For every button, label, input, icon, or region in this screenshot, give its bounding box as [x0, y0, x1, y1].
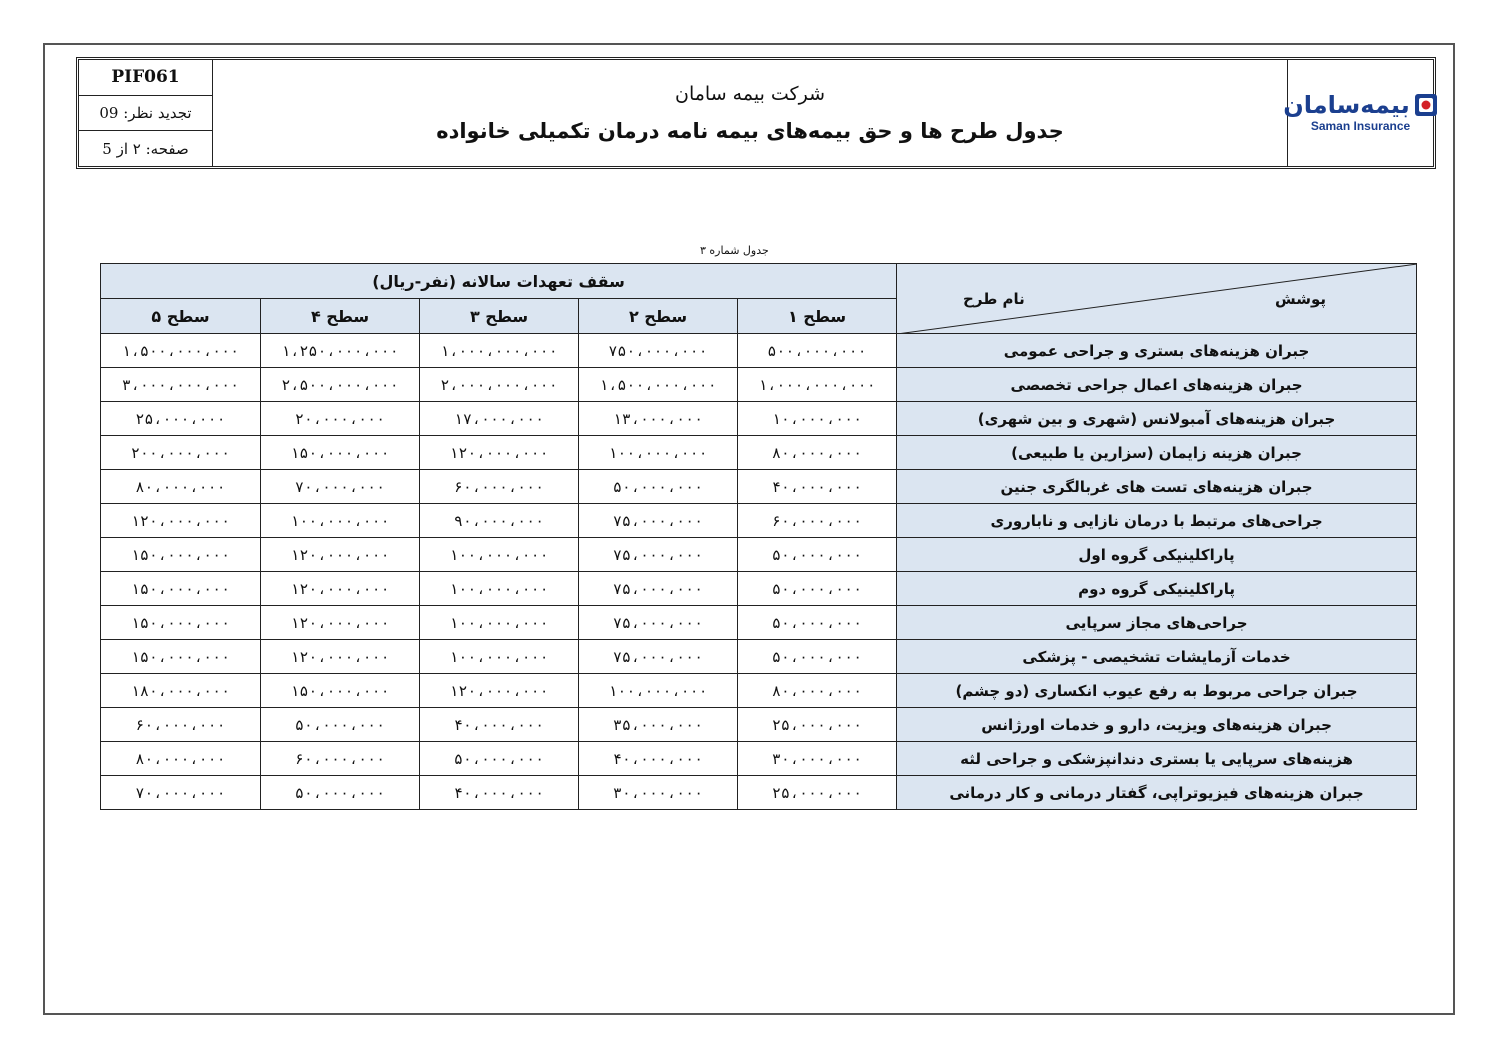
limit-value-cell: ۱۰۰،۰۰۰،۰۰۰	[579, 436, 738, 470]
coverage-name-cell: جراحی‌های مجاز سرپایی	[897, 606, 1417, 640]
limit-value-cell: ۳،۰۰۰،۰۰۰،۰۰۰	[101, 368, 261, 402]
table-row	[101, 742, 1417, 776]
limit-value-cell: ۷۵،۰۰۰،۰۰۰	[579, 640, 738, 674]
header-title-block	[213, 60, 1287, 166]
coverage-name-cell: هزینه‌های سرپایی یا بستری دندانپزشکی و جراحی لثه	[897, 742, 1417, 776]
limit-value-cell: ۱۵۰،۰۰۰،۰۰۰	[101, 640, 261, 674]
limit-value-cell: ۱۰۰،۰۰۰،۰۰۰	[579, 674, 738, 708]
limit-value-cell: ۸۰،۰۰۰،۰۰۰	[738, 436, 897, 470]
coverage-name-cell: خدمات آزمایشات تشخیصی - پزشکی	[897, 640, 1417, 674]
document-title: جدول طرح ها و حق بیمه‌های بیمه نامه درمان تکمیلی خانواده	[436, 119, 1064, 143]
limit-value-cell: ۱۲۰،۰۰۰،۰۰۰	[261, 640, 420, 674]
table-row	[101, 708, 1417, 742]
limit-value-cell: ۱۰۰،۰۰۰،۰۰۰	[420, 572, 579, 606]
limit-value-cell: ۵۰،۰۰۰،۰۰۰	[420, 742, 579, 776]
coverage-name-cell: جبران هزینه‌های فیزیوتراپی، گفتار درمانی و کار درمانی	[897, 776, 1417, 810]
table-row	[101, 402, 1417, 436]
table-row	[101, 572, 1417, 606]
limit-value-cell: ۶۰،۰۰۰،۰۰۰	[738, 504, 897, 538]
limit-value-cell: ۸۰،۰۰۰،۰۰۰	[101, 742, 261, 776]
company-name: شرکت بیمه سامان	[675, 83, 826, 105]
limit-value-cell: ۱۷،۰۰۰،۰۰۰	[420, 402, 579, 436]
limit-value-cell: ۱،۰۰۰،۰۰۰،۰۰۰	[420, 334, 579, 368]
limit-value-cell: ۷۵،۰۰۰،۰۰۰	[579, 504, 738, 538]
limit-value-cell: ۱۵۰،۰۰۰،۰۰۰	[261, 674, 420, 708]
limit-value-cell: ۱۲۰،۰۰۰،۰۰۰	[420, 674, 579, 708]
limit-value-cell: ۲۵،۰۰۰،۰۰۰	[738, 776, 897, 810]
limit-value-cell: ۳۰،۰۰۰،۰۰۰	[579, 776, 738, 810]
limit-value-cell: ۷۰،۰۰۰،۰۰۰	[261, 470, 420, 504]
coverage-table	[100, 263, 1416, 810]
table-caption: جدول شماره ۳	[700, 244, 769, 257]
level-header: سطح ۲	[579, 299, 738, 334]
limit-value-cell: ۲۰۰،۰۰۰،۰۰۰	[101, 436, 261, 470]
limit-value-cell: ۵۰،۰۰۰،۰۰۰	[738, 606, 897, 640]
limit-value-cell: ۴۰،۰۰۰،۰۰۰	[420, 708, 579, 742]
limit-value-cell: ۵۰،۰۰۰،۰۰۰	[738, 572, 897, 606]
table-row	[101, 674, 1417, 708]
limit-value-cell: ۱۵۰،۰۰۰،۰۰۰	[261, 436, 420, 470]
logo-mark-icon	[1414, 93, 1438, 117]
table-row	[101, 606, 1417, 640]
table-row	[101, 368, 1417, 402]
limit-value-cell: ۲،۰۰۰،۰۰۰،۰۰۰	[420, 368, 579, 402]
limit-value-cell: ۲،۵۰۰،۰۰۰،۰۰۰	[261, 368, 420, 402]
limit-value-cell: ۵۰،۰۰۰،۰۰۰	[261, 708, 420, 742]
limit-value-cell: ۶۰،۰۰۰،۰۰۰	[420, 470, 579, 504]
limit-value-cell: ۸۰،۰۰۰،۰۰۰	[101, 470, 261, 504]
limit-value-cell: ۱۰۰،۰۰۰،۰۰۰	[420, 640, 579, 674]
limit-value-cell: ۱۵۰،۰۰۰،۰۰۰	[101, 572, 261, 606]
table-row	[101, 470, 1417, 504]
limit-value-cell: ۱۲۰،۰۰۰،۰۰۰	[261, 606, 420, 640]
coverage-name-cell: جبران هزینه‌های آمبولانس (شهری و بین شهری)	[897, 402, 1417, 436]
limit-value-cell: ۱۵۰،۰۰۰،۰۰۰	[101, 606, 261, 640]
limit-value-cell: ۱۲۰،۰۰۰،۰۰۰	[420, 436, 579, 470]
limit-value-cell: ۲۵،۰۰۰،۰۰۰	[101, 402, 261, 436]
limit-value-cell: ۵۰،۰۰۰،۰۰۰	[738, 538, 897, 572]
table-row	[101, 640, 1417, 674]
limit-value-cell: ۷۰،۰۰۰،۰۰۰	[101, 776, 261, 810]
logo-wordmark-en: Saman Insurance	[1310, 119, 1411, 133]
table-row	[101, 334, 1417, 368]
coverage-name-cell: پاراکلینیکی گروه دوم	[897, 572, 1417, 606]
limit-value-cell: ۴۰،۰۰۰،۰۰۰	[420, 776, 579, 810]
corner-header-cell	[897, 264, 1417, 334]
limit-value-cell: ۱،۰۰۰،۰۰۰،۰۰۰	[738, 368, 897, 402]
limit-value-cell: ۷۵،۰۰۰،۰۰۰	[579, 538, 738, 572]
limit-value-cell: ۳۰،۰۰۰،۰۰۰	[738, 742, 897, 776]
annual-limit-header: سقف تعهدات سالانه (نفر-ریال)	[101, 264, 897, 299]
limit-value-cell: ۹۰،۰۰۰،۰۰۰	[420, 504, 579, 538]
coverage-name-cell: جبران هزینه‌های اعمال جراحی تخصصی	[897, 368, 1417, 402]
plan-name-label: نام طرح	[963, 290, 1025, 308]
limit-value-cell: ۵۰،۰۰۰،۰۰۰	[738, 640, 897, 674]
table-row	[101, 504, 1417, 538]
coverage-name-cell: جبران هزینه زایمان (سزارین یا طبیعی)	[897, 436, 1417, 470]
level-header: سطح ۴	[261, 299, 420, 334]
document-meta	[79, 60, 213, 166]
coverage-name-cell: جبران هزینه‌های ویزیت، دارو و خدمات اورژانس	[897, 708, 1417, 742]
limit-value-cell: ۵۰،۰۰۰،۰۰۰	[261, 776, 420, 810]
coverage-name-cell: جبران هزینه‌های بستری و جراحی عمومی	[897, 334, 1417, 368]
limit-value-cell: ۶۰،۰۰۰،۰۰۰	[261, 742, 420, 776]
limit-value-cell: ۱،۵۰۰،۰۰۰،۰۰۰	[101, 334, 261, 368]
coverage-name-cell: پاراکلینیکی گروه اول	[897, 538, 1417, 572]
limit-value-cell: ۲۵،۰۰۰،۰۰۰	[738, 708, 897, 742]
level-header: سطح ۵	[101, 299, 261, 334]
table-row	[101, 538, 1417, 572]
level-header: سطح ۱	[738, 299, 897, 334]
limit-value-cell: ۶۰،۰۰۰،۰۰۰	[101, 708, 261, 742]
limit-value-cell: ۵۰۰،۰۰۰،۰۰۰	[738, 334, 897, 368]
limit-value-cell: ۱۲۰،۰۰۰،۰۰۰	[261, 572, 420, 606]
company-logo	[1283, 60, 1433, 166]
document-header	[76, 57, 1436, 169]
limit-value-cell: ۱۰۰،۰۰۰،۰۰۰	[420, 606, 579, 640]
limit-value-cell: ۴۰،۰۰۰،۰۰۰	[579, 742, 738, 776]
limit-value-cell: ۱۸۰،۰۰۰،۰۰۰	[101, 674, 261, 708]
logo-wordmark-fa: بیمه‌سامان	[1283, 91, 1410, 119]
revision-number: تجدید نظر: 09	[79, 96, 212, 132]
limit-value-cell: ۱۲۰،۰۰۰،۰۰۰	[101, 504, 261, 538]
level-header: سطح ۳	[420, 299, 579, 334]
limit-value-cell: ۵۰،۰۰۰،۰۰۰	[579, 470, 738, 504]
limit-value-cell: ۸۰،۰۰۰،۰۰۰	[738, 674, 897, 708]
limit-value-cell: ۱۲۰،۰۰۰،۰۰۰	[261, 538, 420, 572]
limit-value-cell: ۴۰،۰۰۰،۰۰۰	[738, 470, 897, 504]
table-row	[101, 436, 1417, 470]
limit-value-cell: ۷۵۰،۰۰۰،۰۰۰	[579, 334, 738, 368]
limit-value-cell: ۷۵،۰۰۰،۰۰۰	[579, 572, 738, 606]
limit-value-cell: ۱،۵۰۰،۰۰۰،۰۰۰	[579, 368, 738, 402]
limit-value-cell: ۱۰۰،۰۰۰،۰۰۰	[420, 538, 579, 572]
limit-value-cell: ۱۰،۰۰۰،۰۰۰	[738, 402, 897, 436]
limit-value-cell: ۱۵۰،۰۰۰،۰۰۰	[101, 538, 261, 572]
limit-value-cell: ۱۳،۰۰۰،۰۰۰	[579, 402, 738, 436]
document-code: PIF061	[79, 60, 212, 96]
limit-value-cell: ۱،۲۵۰،۰۰۰،۰۰۰	[261, 334, 420, 368]
coverage-name-cell: جبران جراحی مربوط به رفع عیوب انکساری (دو چشم)	[897, 674, 1417, 708]
limit-value-cell: ۷۵،۰۰۰،۰۰۰	[579, 606, 738, 640]
coverage-label: پوشش	[1275, 290, 1327, 308]
limit-value-cell: ۱۰۰،۰۰۰،۰۰۰	[261, 504, 420, 538]
limit-value-cell: ۳۵،۰۰۰،۰۰۰	[579, 708, 738, 742]
coverage-name-cell: جراحی‌های مرتبط با درمان نازایی و ناباروری	[897, 504, 1417, 538]
limit-value-cell: ۲۰،۰۰۰،۰۰۰	[261, 402, 420, 436]
page-number: صفحه: ۲ از 5	[102, 139, 189, 158]
table-row	[101, 776, 1417, 810]
coverage-name-cell: جبران هزینه‌های تست های غربالگری جنین	[897, 470, 1417, 504]
